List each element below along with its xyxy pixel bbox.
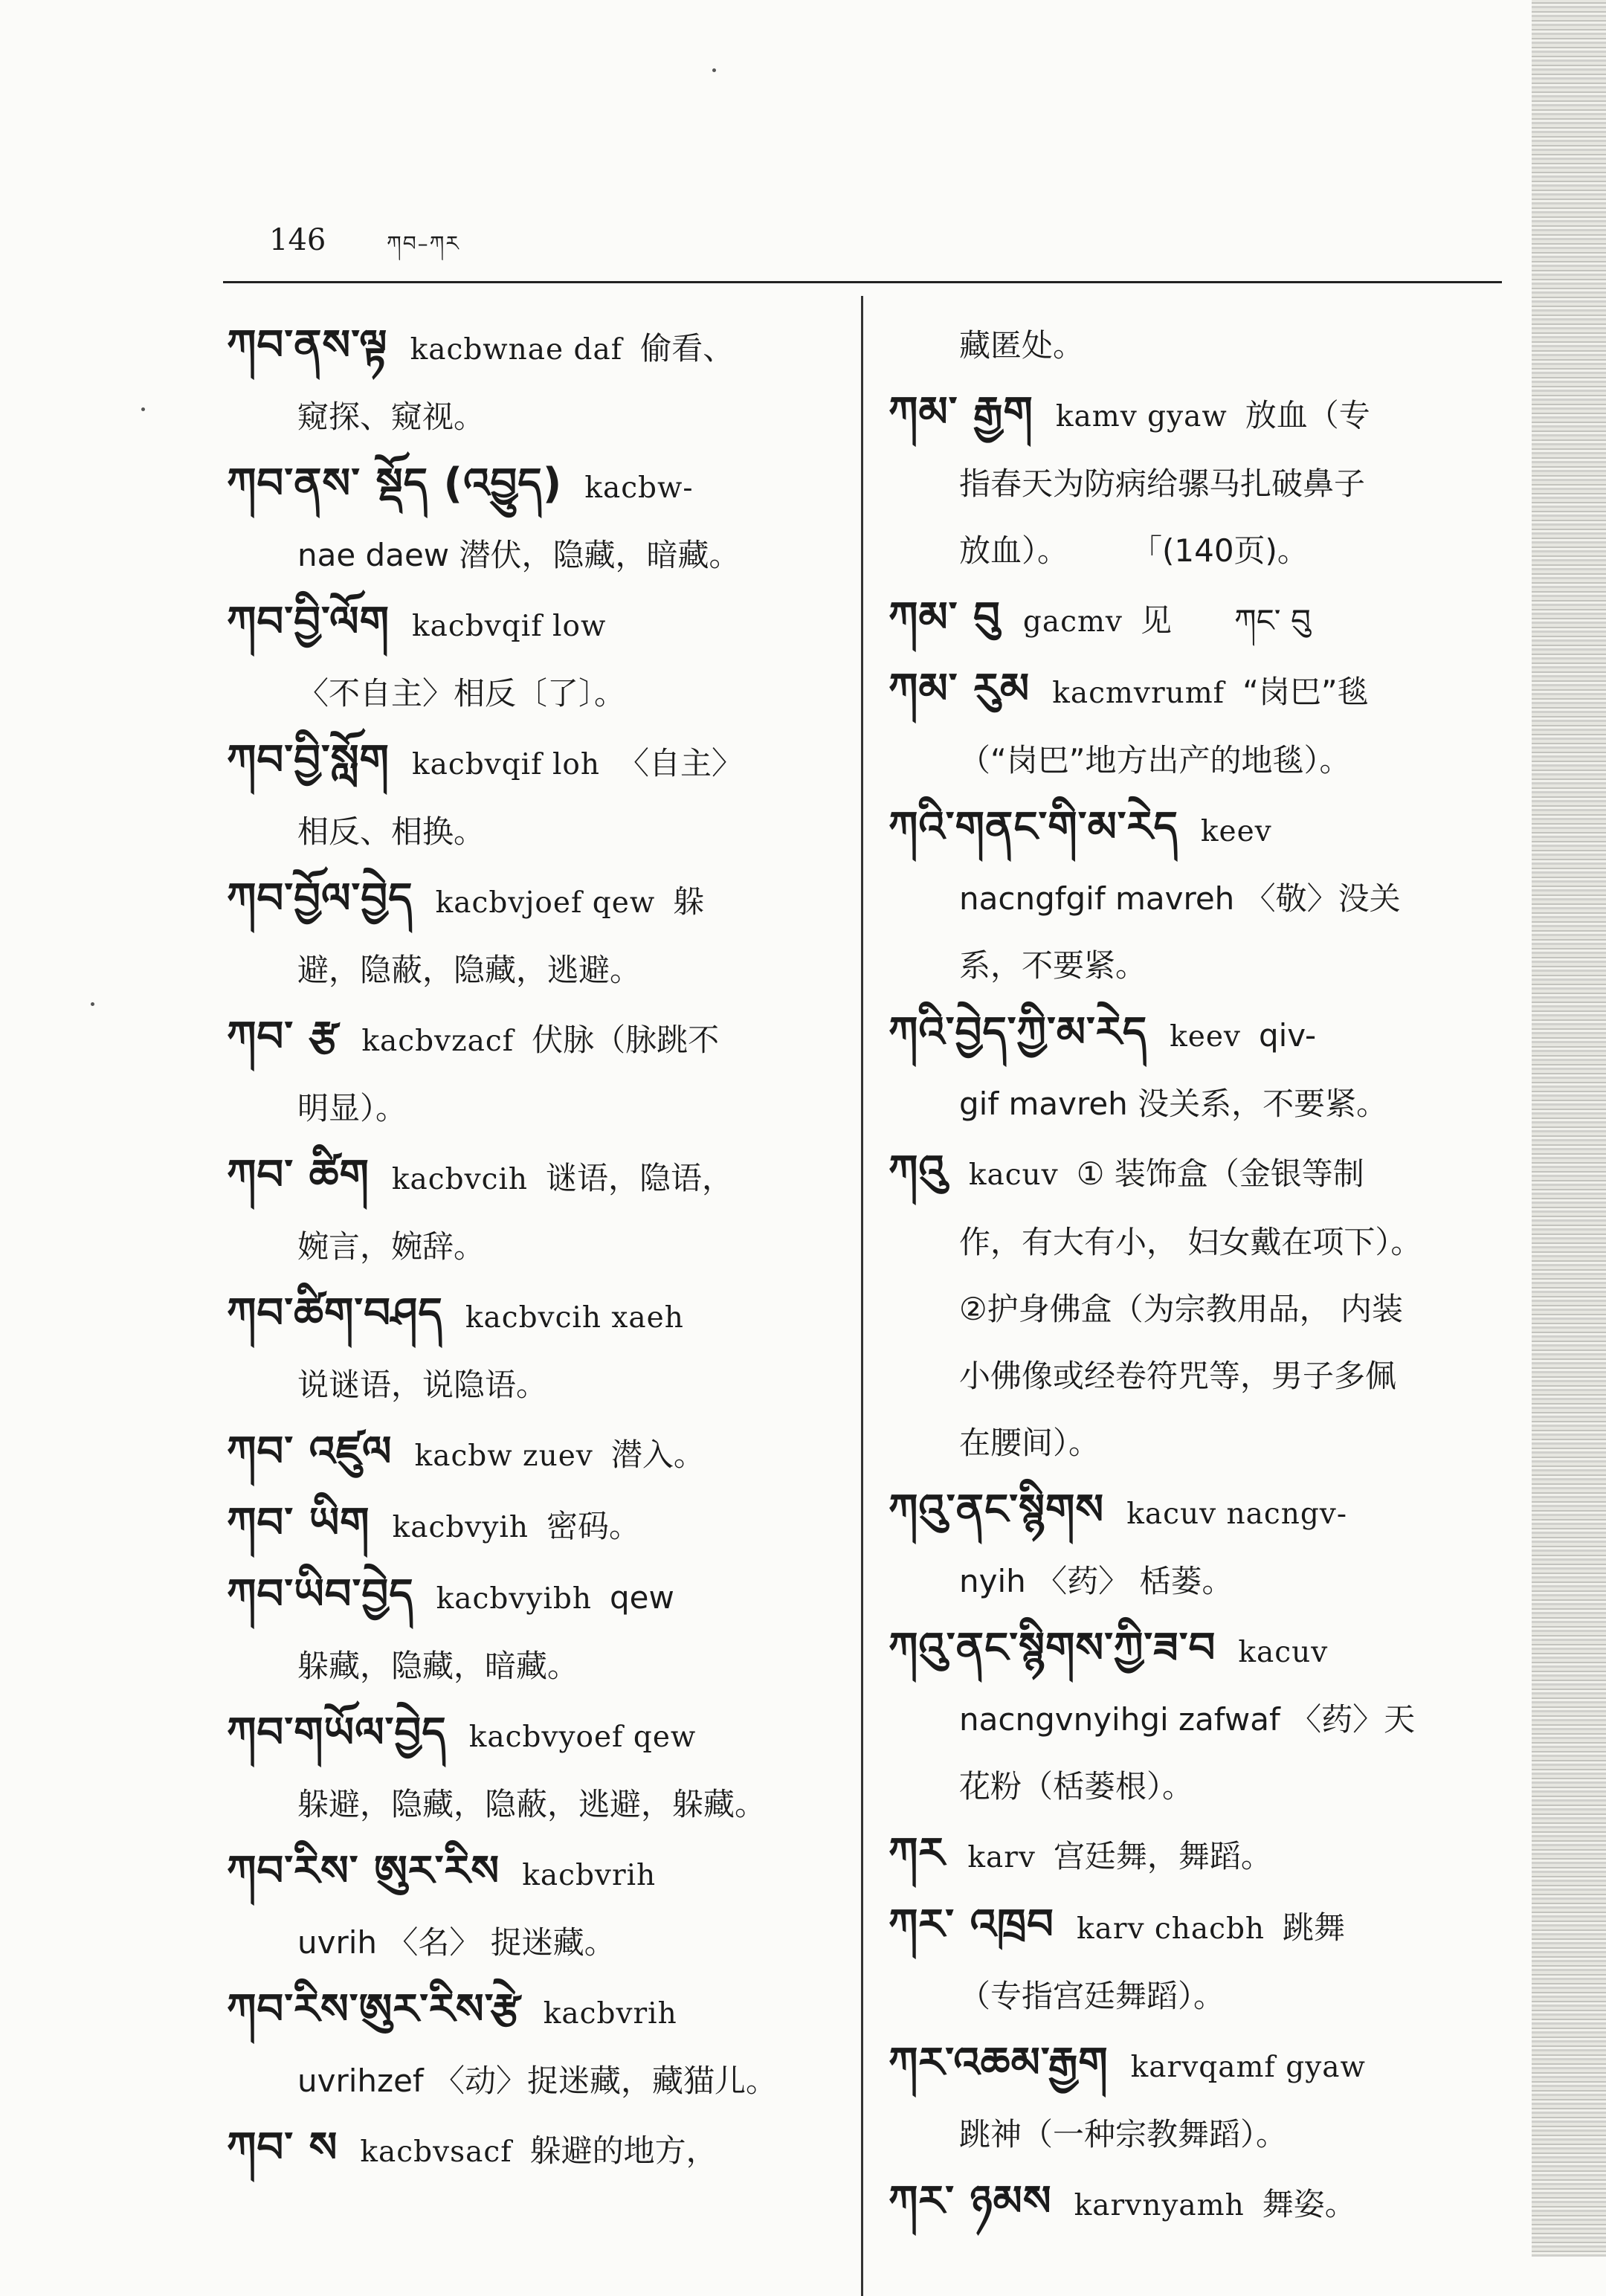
tibetan-headword: ཀབ་བྱོལ་བྱེད <box>227 874 413 923</box>
entry-headline <box>227 865 844 937</box>
definition: “岗巴”毯 <box>1242 674 1369 710</box>
entry-headline <box>227 1280 844 1352</box>
entry-headline <box>889 1892 1506 1963</box>
scan-speck <box>91 1002 94 1006</box>
dictionary-entry <box>227 451 844 589</box>
romanization: gacmv <box>1022 605 1123 639</box>
definition: 谜语，隐语， <box>546 1160 734 1196</box>
definition-line: 婉言，婉辞。 <box>297 1228 486 1265</box>
dictionary-entry <box>889 1892 1506 2030</box>
scanned-page-edge <box>1532 0 1606 2257</box>
tibetan-headword: ཀབ་ཚིག་བཤད <box>227 1289 443 1338</box>
dictionary-entry <box>227 1280 844 1419</box>
dictionary-entry <box>227 1419 844 1490</box>
definition: qew <box>609 1579 674 1616</box>
left-column <box>227 312 844 2186</box>
definition-line: 指春天为防病给骡马扎破鼻子 <box>959 465 1366 502</box>
dictionary-entry <box>889 2030 1506 2168</box>
romanization: kacbvjoef qew <box>435 886 656 920</box>
dictionary-entry <box>227 589 844 727</box>
tibetan-headword: ཀར་ འཁྲབ <box>889 1900 1054 1949</box>
definition-line: 说谜语，说隐语。 <box>297 1367 548 1403</box>
tibetan-headword: ཀབ་བྱི་སློག <box>227 736 390 784</box>
romanization: kacbvzacf <box>361 1025 515 1058</box>
tibetan-headword: ཀབ་བྱི་ལོག <box>227 598 390 646</box>
entry-continuation <box>227 522 844 589</box>
entry-continuation <box>227 1633 844 1700</box>
entry-headline <box>889 1820 1506 1892</box>
definition-line: 相反、相换。 <box>297 813 486 850</box>
definition-line: gif mavreh 没关系，不要紧。 <box>959 1086 1388 1122</box>
romanization: kacbvsacf <box>360 2135 512 2169</box>
entry-continuation <box>889 1963 1506 2030</box>
entry-headline <box>227 1561 844 1633</box>
entry-continuation <box>889 1686 1506 1753</box>
definition-line: 〈不自主〉相反〔了〕。 <box>297 675 626 712</box>
entry-continuation <box>889 932 1506 999</box>
dictionary-entry <box>227 1004 844 1142</box>
romanization: kacbvrih <box>522 1859 657 1892</box>
dictionary-entry <box>227 312 844 451</box>
entry-continuation <box>889 727 1506 794</box>
definition-line: 藏匿处。 <box>959 327 1085 364</box>
romanization: kacbw zuev <box>414 1439 593 1473</box>
tibetan-headword: ཀར <box>889 1829 946 1877</box>
definition-line: 放血）。 「(140页)。 <box>959 532 1309 569</box>
entry-continuation <box>889 1276 1506 1343</box>
entry-continuation <box>227 1075 844 1142</box>
dictionary-entry <box>889 312 1506 379</box>
tibetan-headword: ཀའུ་ནང་སྙིགས <box>889 1486 1105 1534</box>
definition-line: nacngfgif mavreh 〈敬〉没关 <box>959 880 1401 917</box>
definition: 躲 <box>673 883 705 920</box>
romanization: kacbvqif loh <box>411 748 601 781</box>
dictionary-entry <box>889 794 1506 999</box>
romanization: kacbvqif low <box>412 610 607 643</box>
romanization: kacbvrih <box>543 1997 677 2031</box>
entry-headline <box>227 1838 844 1909</box>
entry-continuation <box>889 1343 1506 1410</box>
definition: 舞姿。 <box>1262 2186 1356 2222</box>
entry-continuation <box>889 517 1506 584</box>
entry-headline <box>227 312 844 384</box>
definition: 放血（专 <box>1245 397 1370 433</box>
entry-continuation <box>227 660 844 727</box>
tibetan-headword: ཀའི་བྱེད་ཀྱི་མ་རེད <box>889 1008 1148 1057</box>
entry-continuation <box>227 2048 844 2115</box>
entry-headline <box>889 1138 1506 1209</box>
definition: 躲避的地方， <box>529 2132 717 2169</box>
tibetan-headword: ཀབ་རིས་ ཨུར་རིས <box>227 1847 500 1895</box>
entry-headline <box>227 589 844 660</box>
entry-headline <box>889 794 1506 865</box>
romanization: kacmvrumf <box>1052 677 1225 710</box>
definition-line: 跳神（一种宗教舞蹈）。 <box>959 2116 1288 2152</box>
romanization: kacuv <box>968 1158 1059 1192</box>
tibetan-headword: ཀམ་ རྒྱག <box>889 388 1033 436</box>
definition-line: 作，有大有小， 妇女戴在项下）。 <box>959 1224 1422 1260</box>
entry-continuation <box>889 1209 1506 1276</box>
entry-headline <box>227 727 844 799</box>
definition-line: nacngvnyihgi zafwaf 〈药〉天 <box>959 1701 1416 1738</box>
entry-headline <box>227 1490 844 1561</box>
tibetan-headword: ཀབ་གཡོལ་བྱེད <box>227 1709 447 1757</box>
entry-headline <box>227 1419 844 1490</box>
tibetan-headword: ཀབ་ ཚིག <box>227 1151 370 1199</box>
entry-continuation <box>889 312 1506 379</box>
definition-line: 躲藏，隐藏，暗藏。 <box>297 1648 579 1684</box>
dictionary-entry <box>889 1820 1506 1892</box>
definition-line: nyih 〈药〉 栝蒌。 <box>959 1563 1233 1599</box>
romanization: keev <box>1200 815 1272 848</box>
entry-continuation <box>889 1753 1506 1820</box>
dictionary-entry <box>227 1976 844 2115</box>
dictionary-entry <box>889 584 1506 656</box>
tibetan-headword: ཀར་འཆམ་རྒྱག <box>889 2039 1109 2087</box>
entry-continuation <box>227 937 844 1004</box>
definition: 伏脉（脉跳不 <box>532 1022 720 1058</box>
entry-continuation <box>889 1071 1506 1138</box>
dictionary-entry <box>227 1700 844 1838</box>
column-divider <box>861 296 863 2296</box>
dictionary-entry <box>227 1838 844 1976</box>
definition-line: 避，隐蔽，隐藏，逃避。 <box>297 952 642 988</box>
entry-continuation <box>227 799 844 865</box>
entry-continuation <box>227 1771 844 1838</box>
dictionary-entry <box>889 656 1506 794</box>
definition: 〈自主〉 <box>618 745 744 781</box>
tibetan-headword: ཀབ་ནས་ སྡོད (འབྱུད) <box>227 459 563 508</box>
scan-speck <box>712 68 716 72</box>
entry-continuation <box>227 1909 844 1976</box>
entry-headline <box>889 2030 1506 2101</box>
tibetan-headword: ཀབ་ཡིབ་བྱེད <box>227 1570 414 1619</box>
entry-continuation <box>227 1352 844 1419</box>
definition: 见 ཀང་ བུ <box>1140 602 1311 639</box>
definition-line: nae daew 潜伏，隐藏，暗藏。 <box>297 537 741 573</box>
tibetan-headword: ཀའི་གནང་གི་མ་རེད <box>889 803 1178 851</box>
romanization: kacbvyibh <box>436 1582 592 1616</box>
tibetan-headword: ཀབ་ ཡིག <box>227 1499 370 1547</box>
romanization: karv <box>967 1841 1036 1874</box>
entry-headline <box>889 584 1506 656</box>
entry-continuation <box>227 384 844 451</box>
definition: 密码。 <box>546 1508 640 1544</box>
dictionary-entry <box>227 1490 844 1561</box>
romanization: kacuv <box>1238 1636 1329 1669</box>
running-head: ཀབ–ཀར <box>387 231 460 256</box>
definition-line: 躲避，隐藏，隐蔽，逃避，躲藏。 <box>297 1786 767 1822</box>
definition: 宫廷舞，舞蹈。 <box>1053 1838 1272 1874</box>
definition-line: uvrihzef 〈动〉捉迷藏，藏猫儿。 <box>297 2063 778 2099</box>
entry-headline <box>227 1700 844 1771</box>
entry-continuation <box>889 451 1506 517</box>
romanization: kacbvyoef qew <box>468 1721 697 1754</box>
dictionary-entry <box>889 1615 1506 1820</box>
tibetan-headword: ཀའུ <box>889 1147 946 1195</box>
tibetan-headword: ཀམ་ རུམ <box>889 665 1031 713</box>
romanization: kacbwnae daf <box>410 333 623 367</box>
tibetan-headword: ཀབ་ རྩ <box>227 1013 340 1061</box>
definition-line: uvrih 〈名〉 捉迷藏。 <box>297 1924 616 1961</box>
romanization: kacbw- <box>584 471 694 505</box>
tibetan-headword: ཀབ་རིས་ཨུར་རིས་རྩེ <box>227 1985 521 2034</box>
entry-headline <box>889 2168 1506 2239</box>
romanization: kacbvyih <box>392 1511 529 1544</box>
entry-headline <box>227 1142 844 1213</box>
definition-line: 明显）。 <box>297 1090 407 1126</box>
tibetan-headword: ཀབ་ འཛུལ <box>227 1428 393 1476</box>
romanization: kacuv nacngv- <box>1126 1497 1348 1531</box>
definition-line: 在腰间）。 <box>959 1425 1100 1461</box>
entry-headline <box>889 379 1506 451</box>
entry-headline <box>889 656 1506 727</box>
romanization: keev <box>1170 1020 1241 1054</box>
tibetan-headword: ཀབ་ ས <box>227 2124 338 2172</box>
entry-headline <box>227 451 844 522</box>
entry-headline <box>889 999 1506 1071</box>
definition: 潜入。 <box>610 1436 705 1473</box>
definition: 偷看、 <box>640 330 735 367</box>
definition-line: 小佛像或经卷符咒等，男子多佩 <box>959 1358 1397 1394</box>
romanization: kamv gyaw <box>1055 400 1228 433</box>
definition-line: ②护身佛盒（为宗教用品， 内装 <box>959 1291 1404 1327</box>
definition-line: 花粉（栝蒌根）。 <box>959 1768 1194 1805</box>
definition: ① 装饰盒（金银等制 <box>1076 1155 1364 1192</box>
entry-headline <box>889 1615 1506 1686</box>
tibetan-headword: ཀའུ་ནང་སྙིགས་ཀྱི་ཟ་བ <box>889 1624 1216 1672</box>
entry-continuation <box>227 1213 844 1280</box>
dictionary-entry <box>889 2168 1506 2239</box>
entry-continuation <box>889 1548 1506 1615</box>
entry-continuation <box>889 2101 1506 2168</box>
definition: qiv- <box>1258 1017 1317 1054</box>
entry-continuation <box>889 865 1506 932</box>
definition-line: 窥探、窥视。 <box>297 399 486 435</box>
entry-continuation <box>889 1410 1506 1477</box>
definition-line: （专指宫廷舞蹈）。 <box>959 1978 1225 2014</box>
definition: 跳舞 <box>1283 1909 1346 1946</box>
dictionary-entry <box>889 379 1506 584</box>
dictionary-entry <box>889 1477 1506 1615</box>
dictionary-entry <box>889 999 1506 1138</box>
entry-headline <box>889 1477 1506 1548</box>
dictionary-entry <box>889 1138 1506 1477</box>
romanization: karvnyamh <box>1074 2189 1245 2222</box>
page-number: 146 <box>269 223 326 257</box>
romanization: kacbvcih <box>391 1163 529 1196</box>
tibetan-headword: ཀབ་ནས་ལྟ <box>227 321 388 370</box>
dictionary-entry <box>227 1142 844 1280</box>
entry-headline <box>227 1004 844 1075</box>
dictionary-entry <box>227 2115 844 2186</box>
scan-speck <box>141 407 145 411</box>
tibetan-headword: ཀམ་ བུ <box>889 593 1001 642</box>
definition-line: 系，不要紧。 <box>959 947 1147 984</box>
dictionary-entry <box>227 727 844 865</box>
romanization: karv chacbh <box>1076 1912 1265 1946</box>
tibetan-headword: ཀར་ ཉམས <box>889 2177 1052 2225</box>
entry-headline <box>227 1976 844 2048</box>
entry-headline <box>227 2115 844 2186</box>
right-column <box>889 312 1506 2239</box>
dictionary-entry <box>227 865 844 1004</box>
romanization: karvqamf gyaw <box>1130 2051 1366 2084</box>
romanization: kacbvcih xaeh <box>465 1301 684 1335</box>
dictionary-entry <box>227 1561 844 1700</box>
definition-line: （“岗巴”地方出产的地毯）。 <box>959 742 1351 778</box>
header-rule <box>223 281 1502 283</box>
